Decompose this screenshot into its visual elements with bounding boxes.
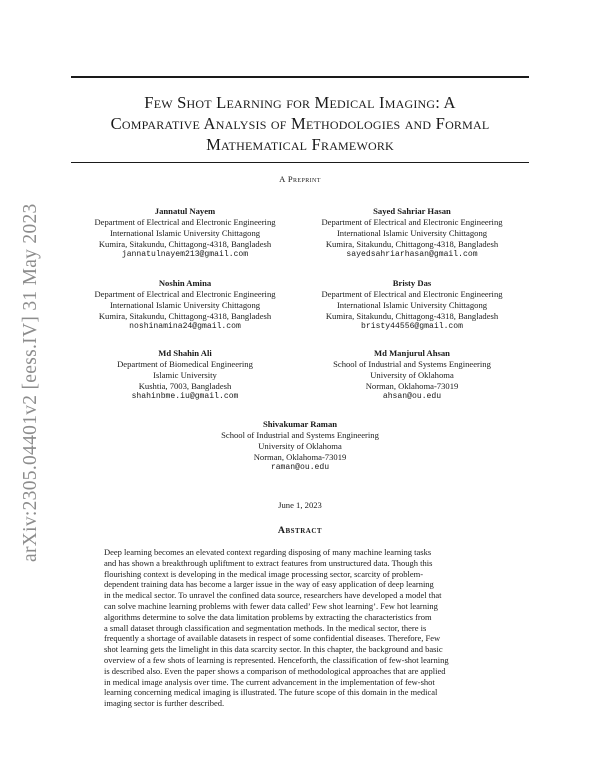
- author-address: Kumira, Sitakundu, Chittagong-4318, Bangladesh: [325, 238, 499, 249]
- abstract-line: overview of a few shots of learning is represented. Henceforth, the classification of few-shot learning: [104, 654, 449, 665]
- author-email[interactable]: sayedsahriarhasan@gmail.com: [346, 249, 478, 259]
- title-line: Few Shot Learning for Medical Imaging: A: [144, 93, 456, 112]
- author-address: Norman, Oklahoma-73019: [365, 380, 459, 391]
- abstract-line: is described also. Even the paper shows a comparison of methodological approaches that are applied: [104, 665, 446, 676]
- author-block: [170, 419, 430, 474]
- abstract-line: algorithms determine to solve the data limitation problems by extracting the characteristics from: [104, 611, 432, 622]
- title-line: Comparative Analysis of Methodologies and Formal: [110, 114, 490, 133]
- author-department: Department of Electrical and Electronic Engineering: [321, 288, 503, 299]
- abstract-line: flourishing context is developing in the medical image processing sector, scarcity of problem-: [104, 568, 424, 579]
- author-department: School of Industrial and Systems Engineering: [221, 429, 379, 440]
- title-rule-bottom: [71, 162, 529, 163]
- author-department: School of Industrial and Systems Engineering: [333, 358, 491, 369]
- author-institution: University of Oklahoma: [258, 440, 342, 451]
- author-email[interactable]: bristy44556@gmail.com: [361, 321, 463, 331]
- author-name: Md Shahin Ali: [158, 348, 212, 358]
- author-department: Department of Biomedical Engineering: [117, 358, 253, 369]
- abstract-line: learning concerning medical imaging is illustrated. The future scope of this domain in the medical: [104, 687, 438, 698]
- author-block: [55, 348, 315, 403]
- author-institution: International Islamic University Chittagong: [336, 227, 488, 238]
- abstract-line: shot learning gets the limelight in this data scarcity sector. In this chapter, the background and basic: [104, 644, 443, 655]
- author-address: Kumira, Sitakundu, Chittagong-4318, Bangladesh: [98, 310, 272, 321]
- author-block: [282, 348, 542, 403]
- abstract-line: Deep learning becomes an elevated context regarding disposing of many machine learning tasks: [104, 547, 432, 557]
- author-email[interactable]: raman@ou.edu: [270, 462, 330, 472]
- author-email[interactable]: noshinamina24@gmail.com: [129, 321, 241, 331]
- author-block: [55, 206, 315, 261]
- author-name: Noshin Amina: [158, 278, 212, 288]
- arxiv-identifier: arXiv:2305.04401v2 [eess.IV] 31 May 2023: [20, 203, 41, 562]
- abstract-line: imaging sector is further described.: [104, 698, 225, 709]
- abstract-line: in the medical sector. To unravel the confined data source, researchers have developed a model that: [104, 590, 442, 601]
- abstract-heading: Abstract: [277, 525, 323, 536]
- abstract-line: and has shown a breakthrough upliftment to extract features from unstructured data. Though this: [104, 557, 433, 568]
- author-block: [282, 278, 542, 333]
- author-department: Department of Electrical and Electronic Engineering: [94, 216, 276, 227]
- author-name: Md Manjurul Ahsan: [374, 348, 450, 358]
- publication-date: June 1, 2023: [278, 500, 322, 510]
- author-address: Kumira, Sitakundu, Chittagong-4318, Bangladesh: [325, 310, 499, 321]
- author-name: Bristy Das: [392, 278, 432, 288]
- author-department: Department of Electrical and Electronic Engineering: [321, 216, 503, 227]
- author-name: Sayed Sahriar Hasan: [373, 206, 451, 216]
- author-email[interactable]: shahinbme.iu@gmail.com: [131, 391, 239, 401]
- author-institution: Islamic University: [153, 369, 217, 380]
- author-name: Jannatul Nayem: [154, 206, 216, 216]
- abstract-line: can solve machine learning problems with fewer data called’ Few shot learning’. Few hot learning: [104, 600, 438, 611]
- author-address: Kumira, Sitakundu, Chittagong-4318, Bangladesh: [98, 238, 272, 249]
- abstract-line: in medical image analysis over time. The current advancement in the implementation of few-shot: [104, 676, 435, 687]
- author-institution: International Islamic University Chittagong: [336, 299, 488, 310]
- preprint-label: A Preprint: [279, 174, 321, 184]
- author-institution: University of Oklahoma: [370, 369, 454, 380]
- author-block: [282, 206, 542, 261]
- abstract-body: [104, 547, 496, 709]
- author-institution: International Islamic University Chittagong: [109, 299, 261, 310]
- author-department: Department of Electrical and Electronic Engineering: [94, 288, 276, 299]
- author-block: [55, 278, 315, 333]
- abstract-line: a small dataset through classification and segmentation methods. In the medical sector, there is: [104, 622, 427, 633]
- abstract-line: dependent training data has become a larger issue in the way of easy application of deep learning: [104, 579, 434, 590]
- title-line: Mathematical Framework: [206, 135, 394, 154]
- author-institution: International Islamic University Chittagong: [109, 227, 261, 238]
- author-address: Kushtia, 7003, Bangladesh: [138, 380, 232, 391]
- paper-title: [71, 92, 529, 155]
- title-rule-top: [71, 76, 529, 78]
- author-email[interactable]: jannatulnayem213@gmail.com: [121, 249, 249, 259]
- author-address: Norman, Oklahoma-73019: [253, 451, 347, 462]
- abstract-line: frequently a shortage of available datasets in respect of some confidential diseases. Therefore, Few: [104, 633, 441, 644]
- author-name: Shivakumar Raman: [262, 419, 338, 429]
- author-email[interactable]: ahsan@ou.edu: [382, 391, 442, 401]
